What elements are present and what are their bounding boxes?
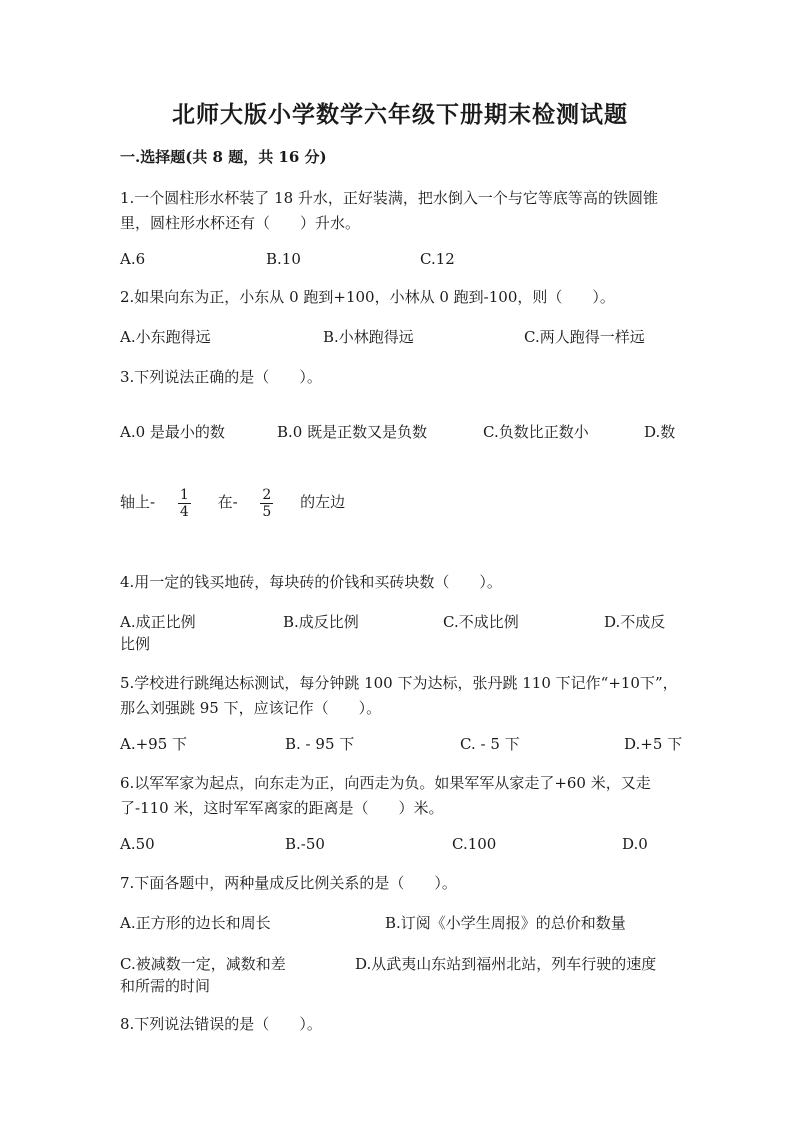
option-a[interactable]: A.6 xyxy=(120,250,146,268)
option-c[interactable]: C.被减数一定，减数和差 xyxy=(120,955,286,973)
page-title: 北师大版小学数学六年级下册期末检测试题 xyxy=(172,101,628,128)
option-c[interactable]: C. - 5 下 xyxy=(460,735,520,753)
fraction-two-fifths xyxy=(260,487,273,520)
continuation-middle: 在- xyxy=(217,493,238,511)
question-3-stem: 3.下列说法正确的是（ ）。 xyxy=(120,368,322,386)
option-a[interactable]: A.50 xyxy=(120,835,155,853)
option-b[interactable]: B.-50 xyxy=(285,835,325,853)
option-b[interactable]: B.订阅《小学生周报》的总价和数量 xyxy=(385,914,626,932)
option-a[interactable]: A.小东跑得远 xyxy=(120,328,211,346)
option-a[interactable]: A.0 是最小的数 xyxy=(120,423,225,441)
option-a[interactable]: A.成正比例 xyxy=(120,613,196,631)
section-header: 一.选择题(共 8 题，共 16 分) xyxy=(120,148,327,166)
fraction-numerator: 1 xyxy=(179,486,189,503)
fraction-one-quarter xyxy=(178,487,191,520)
question-1-stem: 1.一个圆柱形水杯装了 18 升水，正好装满，把水倒入一个与它等底等高的铁圆锥里，圆柱形水杯还有（ ）升水。 xyxy=(120,189,658,232)
option-d[interactable]: D.+5 下 xyxy=(624,735,683,753)
continuation-prefix: 轴上- xyxy=(120,493,156,511)
option-b[interactable]: B.10 xyxy=(266,250,301,268)
fraction-denominator: 4 xyxy=(179,503,189,520)
option-d[interactable]: D.不成反 xyxy=(604,613,666,631)
question-4-stem: 4.用一定的钱买地砖，每块砖的价钱和买砖块数（ ）。 xyxy=(120,573,502,591)
option-d[interactable]: D.0 xyxy=(622,835,648,853)
option-c[interactable]: C.12 xyxy=(420,250,455,268)
question-7-continuation: 和所需的时间 xyxy=(120,977,211,995)
fraction-numerator: 2 xyxy=(262,486,272,503)
question-7-stem: 7.下面各题中，两种量成反比例关系的是（ ）。 xyxy=(120,874,457,892)
option-a[interactable]: A.正方形的边长和周长 xyxy=(120,914,271,932)
option-b[interactable]: B.小林跑得远 xyxy=(323,328,414,346)
question-5-stem: 5.学校进行跳绳达标测试，每分钟跳 100 下为达标，张丹跳 110 下记作“+10下”，那么刘强跳 95 下，应该记作（ ）。 xyxy=(120,674,678,717)
option-b[interactable]: B.0 既是正数又是负数 xyxy=(277,423,428,441)
option-d[interactable]: D.数 xyxy=(644,423,676,441)
question-2-stem: 2.如果向东为正，小东从 0 跑到+100，小林从 0 跑到-100，则（ ）。 xyxy=(120,288,615,306)
fraction-denominator: 5 xyxy=(262,503,272,520)
question-8-stem: 8.下列说法错误的是（ ）。 xyxy=(120,1015,322,1033)
option-c[interactable]: C.负数比正数小 xyxy=(483,423,589,441)
option-d[interactable]: D.从武夷山东站到福州北站，列车行驶的速度 xyxy=(355,955,657,973)
option-b[interactable]: B.成反比例 xyxy=(283,613,359,631)
option-c[interactable]: C.两人跑得一样远 xyxy=(524,328,645,346)
continuation-suffix: 的左边 xyxy=(300,493,346,511)
option-c[interactable]: C.不成比例 xyxy=(443,613,519,631)
question-6-stem: 6.以军军家为起点，向东走为正，向西走为负。如果军军从家走了+60 米，又走了-110 米，这时军军离家的距离是（ ）米。 xyxy=(120,774,651,817)
option-b[interactable]: B. - 95 下 xyxy=(285,735,355,753)
option-a[interactable]: A.+95 下 xyxy=(120,735,188,753)
option-c[interactable]: C.100 xyxy=(452,835,497,853)
question-4-continuation: 比例 xyxy=(120,635,151,653)
question-3-continuation xyxy=(120,484,345,520)
